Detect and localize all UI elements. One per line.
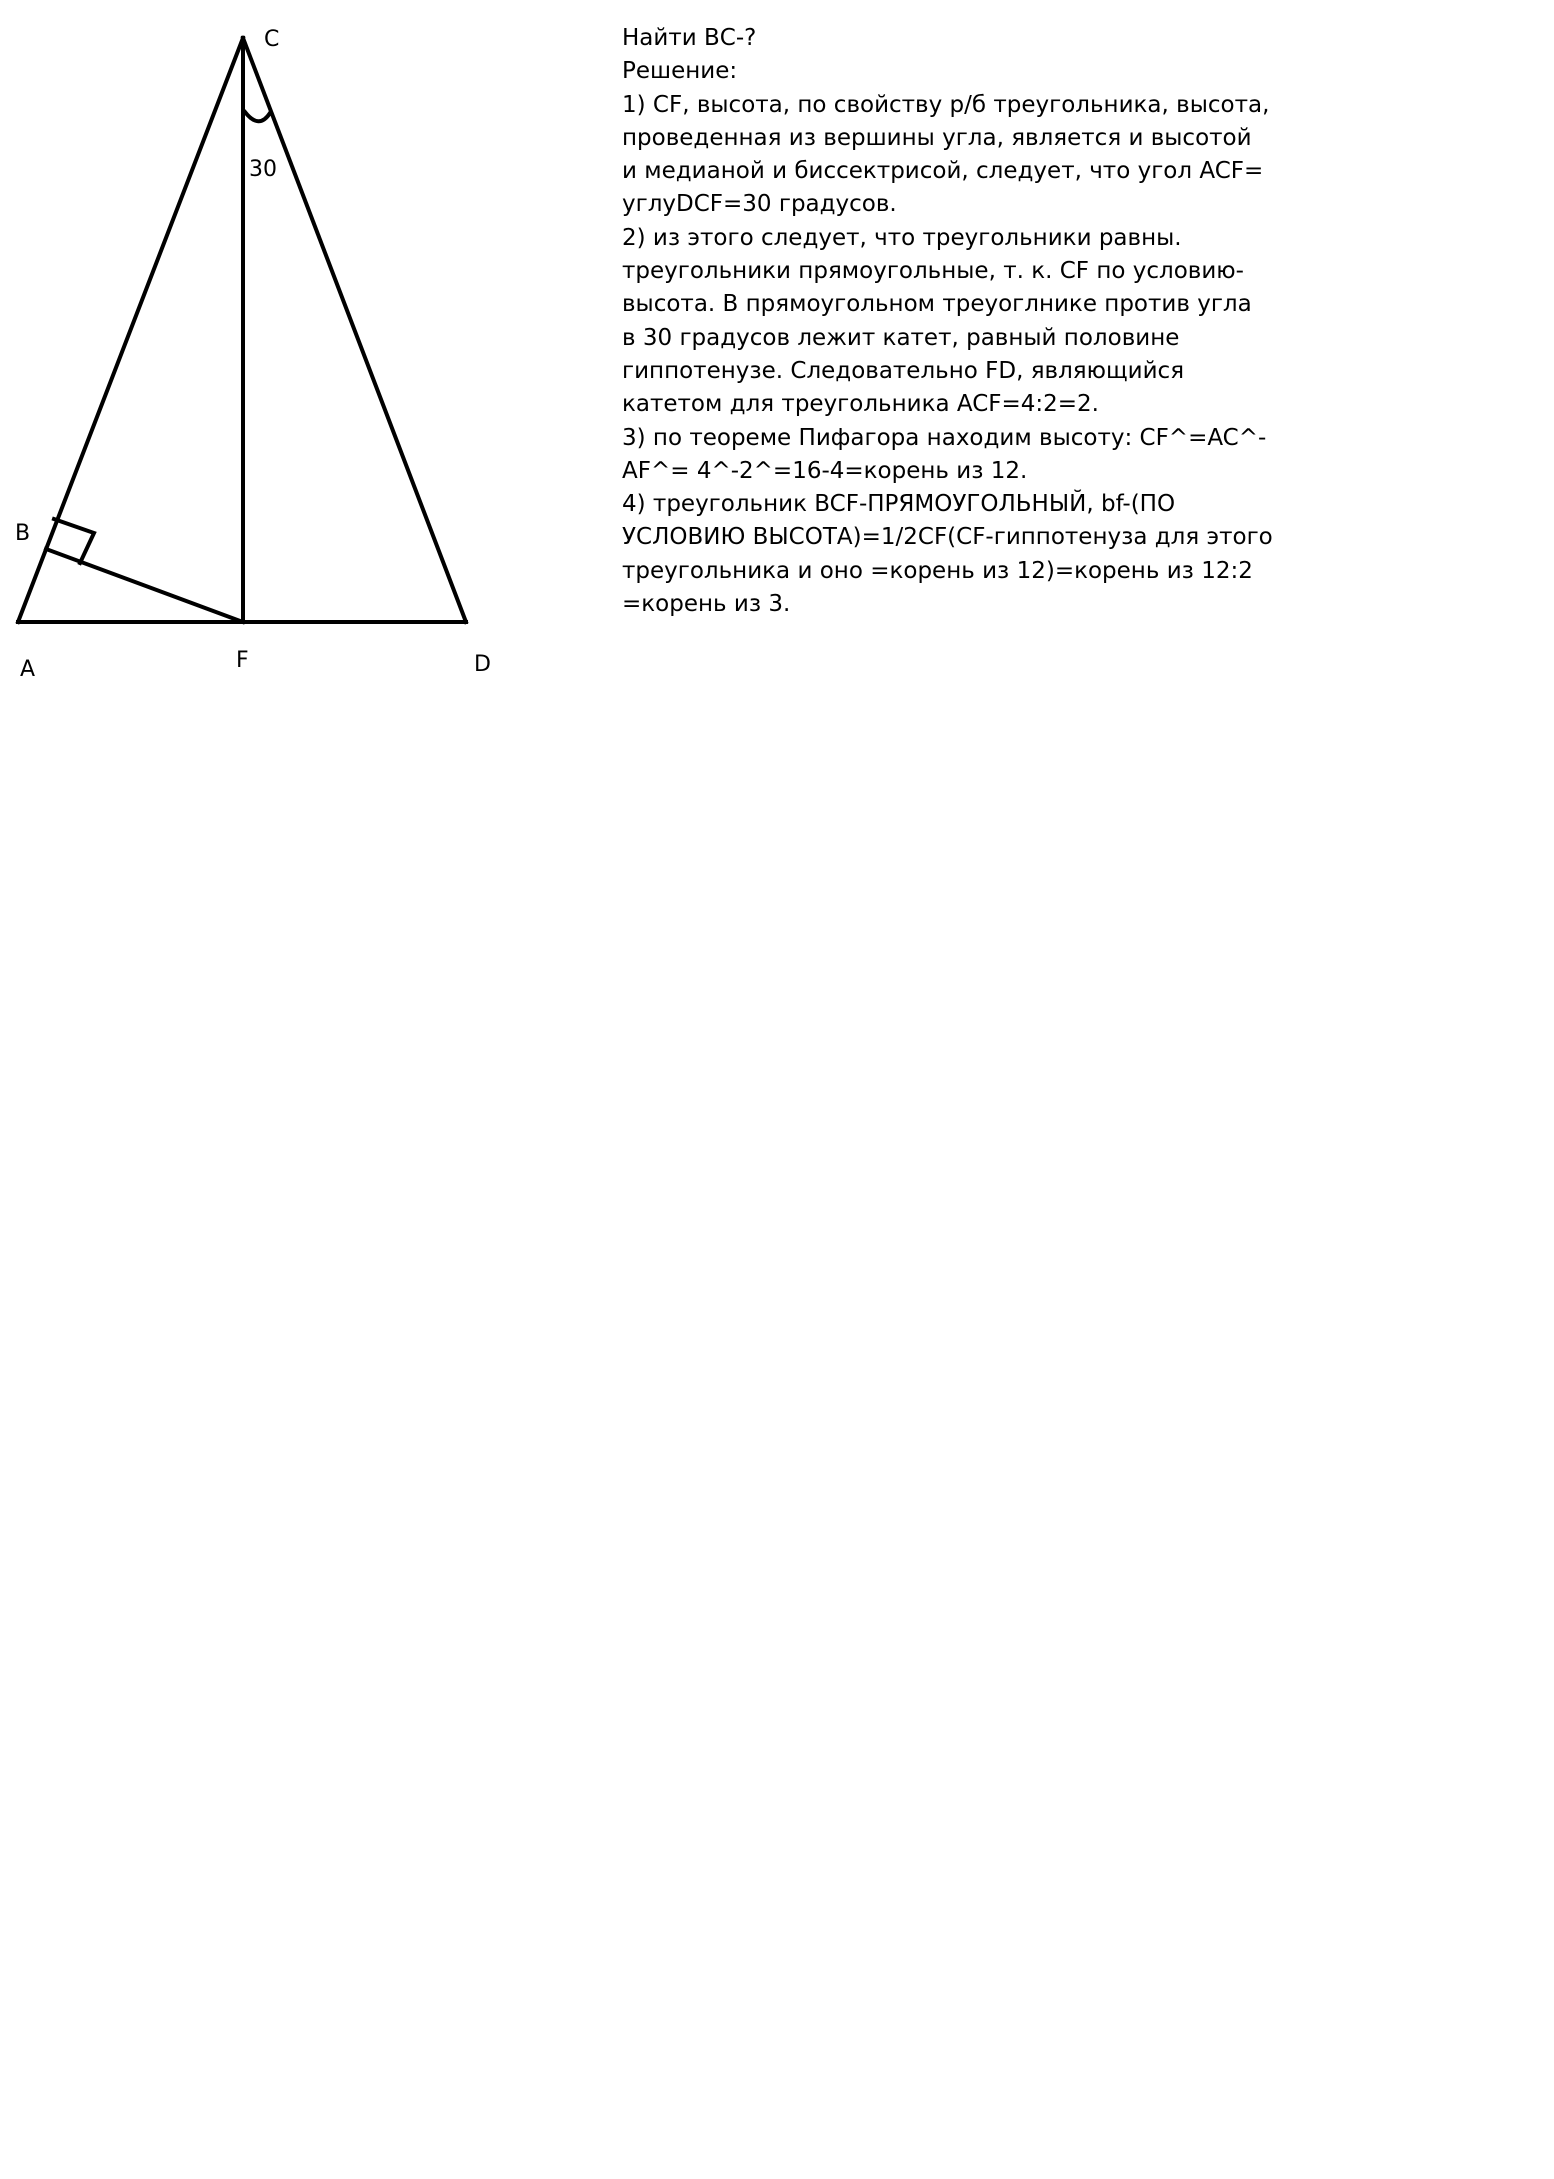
solution-line: и медианой и биссектрисой, следует, что угол ACF= <box>622 158 1264 185</box>
solution-line: катетом для треугольника ACF=4:2=2. <box>622 391 1099 418</box>
solution-line: в 30 градусов лежит катет, равный половине <box>622 324 1180 351</box>
label-point-a: A <box>20 657 36 682</box>
solution-line: треугольника и оно =корень из 12)=корень из 12:2 <box>622 557 1253 584</box>
label-point-c: C <box>264 27 280 52</box>
solution-line: проведенная из вершины угла, является и высотой <box>622 124 1252 151</box>
solution-line: 3) по теореме Пифагора находим высоту: CF^=AC^- <box>622 424 1267 451</box>
solution-line: углуDCF=30 градусов. <box>622 191 897 218</box>
solution-line: УСЛОВИЮ ВЫСОТА)=1/2CF(CF-гиппотенуза для этого <box>622 524 1273 551</box>
solution-line: 2) из этого следует, что треугольники равны. <box>622 224 1182 251</box>
solution-line: Найти ВС-? <box>622 25 757 51</box>
solution-line: Решение: <box>622 58 738 85</box>
side-cd <box>243 38 466 622</box>
right-angle-mark <box>54 519 94 563</box>
label-point-b: B <box>15 521 31 546</box>
solution-line: 1) CF, высота, по свойству р/б треугольника, высота, <box>622 91 1270 118</box>
solution-text <box>622 22 1273 621</box>
solution-line: 4) треугольник BCF-ПРЯМОУГОЛЬНЫЙ, bf-(ПО <box>622 491 1176 518</box>
solution-line: =корень из 3. <box>622 591 791 618</box>
solution-line: гиппотенузе. Следовательно FD, являющийся <box>622 357 1185 384</box>
triangle-diagram <box>0 0 600 720</box>
label-angle-30: 30 <box>249 157 277 182</box>
segment-bf <box>46 549 243 622</box>
solution-line: треугольники прямоугольные, т. к. CF по условию- <box>622 258 1244 285</box>
solution-line: высота. В прямоугольном треуоглнике против угла <box>622 291 1252 318</box>
side-ac <box>18 38 243 622</box>
label-point-d: D <box>474 652 491 677</box>
angle-arc-mark <box>245 112 270 121</box>
solution-line: AF^= 4^-2^=16-4=корень из 12. <box>622 457 1028 484</box>
label-point-f: F <box>236 648 249 673</box>
